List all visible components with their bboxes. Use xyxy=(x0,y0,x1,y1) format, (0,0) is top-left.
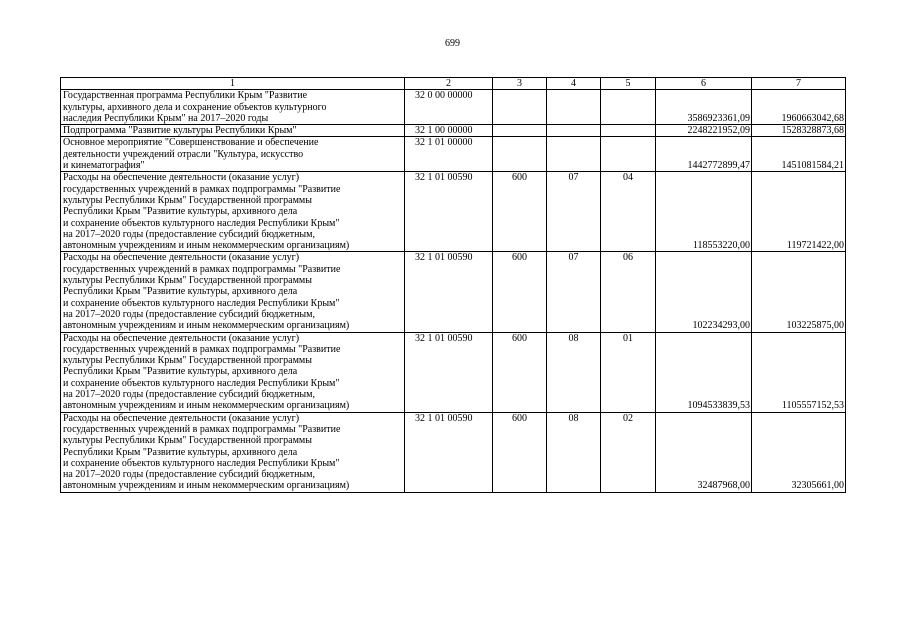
row-code: 32 1 01 00590 xyxy=(405,172,493,252)
column-header: 3 xyxy=(493,78,547,90)
row-sum-col7: 32305661,00 xyxy=(752,412,846,492)
table-row xyxy=(61,125,846,137)
row-sum-col6: 1442772899,47 xyxy=(656,137,752,172)
row-rz xyxy=(547,90,601,125)
row-rz xyxy=(547,137,601,172)
budget-table xyxy=(60,77,846,493)
row-name: Расходы на обеспечение деятельности (оказание услуг) государственных учреждений в рамках подпрограммы "Развитие культуры Республики Крым" Государственной программы Республики Крым "Развитие культуры, архивного дела и сохранение объектов культурного наследия Республики Крым" на 2017–2020 годы (предоставление субсидий бюджетным, автономным учреждениям и иным некоммерческим организациям) xyxy=(61,252,405,332)
row-pr xyxy=(601,125,656,137)
row-sum-col6: 3586923361,09 xyxy=(656,90,752,125)
column-header: 1 xyxy=(61,78,405,90)
row-rz: 07 xyxy=(547,252,601,332)
row-vr xyxy=(493,90,547,125)
column-header: 4 xyxy=(547,78,601,90)
row-sum-col6: 1094533839,53 xyxy=(656,332,752,412)
row-sum-col7: 1528328873,68 xyxy=(752,125,846,137)
row-rz: 07 xyxy=(547,172,601,252)
table-header-row xyxy=(61,78,846,90)
row-code: 32 1 01 00000 xyxy=(405,137,493,172)
row-pr xyxy=(601,137,656,172)
row-pr: 01 xyxy=(601,332,656,412)
row-sum-col7: 1451081584,21 xyxy=(752,137,846,172)
row-code: 32 1 01 00590 xyxy=(405,412,493,492)
column-header: 2 xyxy=(405,78,493,90)
row-name: Государственная программа Республики Крым "Развитие культуры, архивного дела и сохранение объектов культурного наследия Республики Крым" на 2017–2020 годы xyxy=(61,90,405,125)
row-rz xyxy=(547,125,601,137)
row-pr xyxy=(601,90,656,125)
row-vr: 600 xyxy=(493,252,547,332)
row-name: Расходы на обеспечение деятельности (оказание услуг) государственных учреждений в рамках подпрограммы "Развитие культуры Республики Крым" Государственной программы Республики Крым "Развитие культуры, архивного дела и сохранение объектов культурного наследия Республики Крым" на 2017–2020 годы (предоставление субсидий бюджетным, автономным учреждениям и иным некоммерческим организациям) xyxy=(61,332,405,412)
row-vr xyxy=(493,137,547,172)
row-sum-col6: 118553220,00 xyxy=(656,172,752,252)
row-sum-col7: 119721422,00 xyxy=(752,172,846,252)
row-name: Расходы на обеспечение деятельности (оказание услуг) государственных учреждений в рамках подпрограммы "Развитие культуры Республики Крым" Государственной программы Республики Крым "Развитие культуры, архивного дела и сохранение объектов культурного наследия Республики Крым" на 2017–2020 годы (предоставление субсидий бюджетным, автономным учреждениям и иным некоммерческим организациям) xyxy=(61,172,405,252)
table-row xyxy=(61,172,846,252)
row-pr: 06 xyxy=(601,252,656,332)
column-header: 5 xyxy=(601,78,656,90)
row-pr: 02 xyxy=(601,412,656,492)
column-header: 6 xyxy=(656,78,752,90)
row-sum-col7: 1105557152,53 xyxy=(752,332,846,412)
row-name: Расходы на обеспечение деятельности (оказание услуг) государственных учреждений в рамках подпрограммы "Развитие культуры Республики Крым" Государственной программы Республики Крым "Развитие культуры, архивного дела и сохранение объектов культурного наследия Республики Крым" на 2017–2020 годы (предоставление субсидий бюджетным, автономным учреждениям и иным некоммерческим организациям) xyxy=(61,412,405,492)
page-number: 699 xyxy=(445,38,460,49)
row-name: Основное мероприятие "Совершенствование и обеспечение деятельности учреждений отрасли "Культура, искусство и кинематография" xyxy=(61,137,405,172)
table-row xyxy=(61,332,846,412)
table-row xyxy=(61,137,846,172)
row-code: 32 1 00 00000 xyxy=(405,125,493,137)
row-rz: 08 xyxy=(547,332,601,412)
row-pr: 04 xyxy=(601,172,656,252)
row-sum-col7: 103225875,00 xyxy=(752,252,846,332)
row-sum-col6: 2248221952,09 xyxy=(656,125,752,137)
row-vr xyxy=(493,125,547,137)
row-vr: 600 xyxy=(493,412,547,492)
row-code: 32 1 01 00590 xyxy=(405,332,493,412)
row-vr: 600 xyxy=(493,172,547,252)
table-row xyxy=(61,412,846,492)
table-row xyxy=(61,90,846,125)
table-row xyxy=(61,252,846,332)
row-code: 32 0 00 00000 xyxy=(405,90,493,125)
row-rz: 08 xyxy=(547,412,601,492)
row-vr: 600 xyxy=(493,332,547,412)
row-sum-col6: 102234293,00 xyxy=(656,252,752,332)
row-name: Подпрограмма "Развитие культуры Республики Крым" xyxy=(61,125,405,137)
column-header: 7 xyxy=(752,78,846,90)
row-code: 32 1 01 00590 xyxy=(405,252,493,332)
row-sum-col6: 32487968,00 xyxy=(656,412,752,492)
row-sum-col7: 1960663042,68 xyxy=(752,90,846,125)
